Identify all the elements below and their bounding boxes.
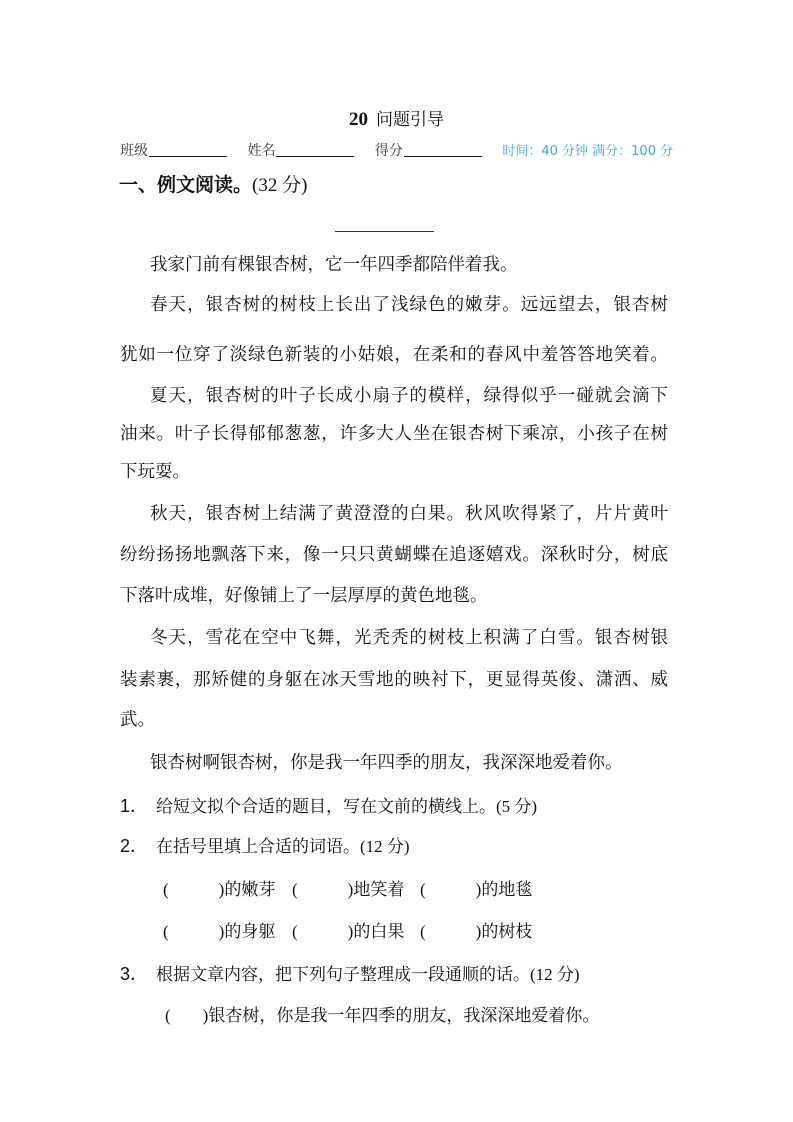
passage-line: 春天，银杏树的树枝上长出了浅绿色的嫩芽。远远望去，银杏树 xyxy=(150,295,668,315)
passage-line: 油来。叶子长得郁郁葱葱，许多大人坐在银杏树下乘凉，小孩子在树 xyxy=(120,424,668,444)
fill-blank-word: 的白果 xyxy=(353,922,405,942)
question-points: (12 分) xyxy=(530,965,580,984)
score-field[interactable] xyxy=(404,156,482,157)
passage-line: 纷纷扬扬地飘落下来，像一只只黄蝴蝶在追逐嬉戏。深秋时分，树底 xyxy=(120,545,668,565)
passage-line: 装素裹，那矫健的身躯在冰天雪地的映衬下，更显得英俊、潇洒、威 xyxy=(120,670,668,690)
page-title xyxy=(0,105,793,131)
fill-blank-word: 的地毯 xyxy=(481,880,533,900)
passage-line: 下玩耍。 xyxy=(120,462,190,482)
section-points: (32 分) xyxy=(252,175,308,196)
lesson-title: 问题引导 xyxy=(376,110,444,130)
class-field[interactable] xyxy=(149,156,227,157)
passage-line: 银杏树啊银杏树，你是我一年四季的朋友，我深深地爱着你。 xyxy=(150,753,623,773)
passage-line: 夏天，银杏树的叶子长成小扇子的模样，绿得似乎一碰就会滴下 xyxy=(150,386,668,406)
question-1 xyxy=(120,792,537,818)
question-points: (12 分) xyxy=(360,837,410,856)
class-label: 班级 xyxy=(120,143,148,159)
fill-blank-word: 地笑着 xyxy=(353,880,405,900)
fill-blank-word: 的树枝 xyxy=(481,922,533,942)
ordering-item[interactable]: ( )银杏树，你是我一年四季的朋友，我深深地爱着你。 xyxy=(165,1006,600,1026)
question-number: 3． xyxy=(120,964,149,984)
student-info-row xyxy=(120,140,673,160)
question-points: (5 分) xyxy=(496,797,538,816)
question-number: 2． xyxy=(120,836,149,856)
ordering-sentence: 银杏树，你是我一年四季的朋友，我深深地爱着你。 xyxy=(208,1006,600,1026)
passage-line: 犹如一位穿了淡绿色新装的小姑娘，在柔和的春风中羞答答地笑着。 xyxy=(120,345,668,365)
fill-blank-item[interactable]: ( )的嫩芽 xyxy=(163,880,276,900)
score-label: 得分 xyxy=(374,143,403,159)
fill-blank-item[interactable]: ( )的地毯 xyxy=(420,880,533,900)
passage-title-blank[interactable] xyxy=(335,231,434,232)
passage-line: 我家门前有棵银杏树，它一年四季都陪伴着我。 xyxy=(150,255,518,275)
question-text: 在括号里填上合适的词语。 xyxy=(156,837,361,857)
passage-line: 秋天，银杏树上结满了黄澄澄的白果。秋风吹得紧了，片片黄叶 xyxy=(150,504,668,524)
question-number: 1． xyxy=(120,796,149,816)
question-text: 给短文拟个合适的题目，写在文前的横线上。 xyxy=(156,797,497,817)
passage-line: 下落叶成堆，好像铺上了一层厚厚的黄色地毯。 xyxy=(120,586,488,606)
section-heading xyxy=(119,170,307,197)
question-text: 根据文章内容，把下列句子整理成一段通顺的话。 xyxy=(156,965,531,985)
fill-blank-item[interactable]: ( )的白果 xyxy=(292,922,405,942)
fill-blank-item[interactable]: ( )的树枝 xyxy=(420,922,533,942)
fill-blank-item[interactable]: ( )地笑着 xyxy=(292,880,405,900)
fill-blank-item[interactable]: ( )的身躯 xyxy=(163,922,276,942)
passage-line: 冬天，雪花在空中飞舞，光秃秃的树枝上积满了白雪。银杏树银 xyxy=(150,628,668,648)
exam-meta: 时间：40 分钟 满分：100 分 xyxy=(502,144,674,159)
fill-blank-word: 的身躯 xyxy=(224,922,276,942)
section-label: 一、例文阅读。 xyxy=(119,174,253,196)
question-3 xyxy=(120,960,580,986)
name-label: 姓名 xyxy=(247,143,276,159)
name-field[interactable] xyxy=(276,156,354,157)
question-2 xyxy=(120,832,410,858)
fill-blank-word: 的嫩芽 xyxy=(224,880,276,900)
passage-line: 武。 xyxy=(120,710,155,730)
lesson-number: 20 xyxy=(349,109,368,130)
